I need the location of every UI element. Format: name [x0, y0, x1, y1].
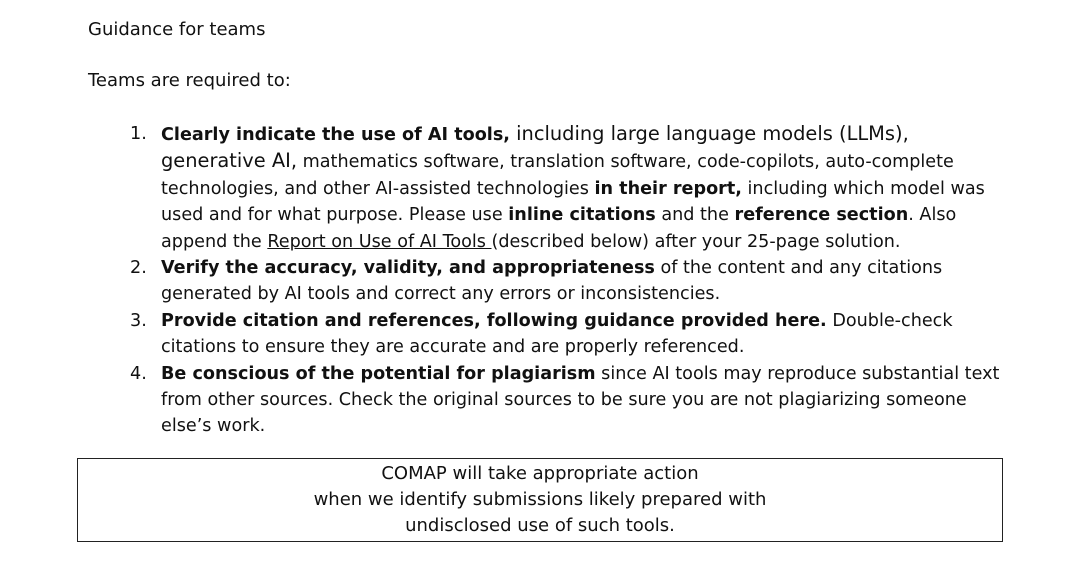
- item-number: 2.: [130, 258, 147, 279]
- item-number: 3.: [130, 310, 147, 331]
- report-link[interactable]: Report on Use of AI Tools: [267, 231, 492, 252]
- item-number: 4.: [130, 363, 147, 384]
- body-text: since AI tools may reproduce substantial text from other sources. Check the original sources to be sure you are not plagiarizing someone else’s work.: [161, 363, 1000, 437]
- body-text: including large language models (LLMs), generative AI,: [161, 122, 909, 173]
- bold-text: Clearly indicate the use of AI tools,: [161, 125, 510, 145]
- bold-text: reference section: [734, 205, 909, 226]
- body-text: mathematics software, translation software, code-copilots, auto-complete technologies, and other AI-assisted technologies: [161, 152, 954, 199]
- intro-text: Teams are required to:: [88, 70, 291, 91]
- notice-line: COMAP will take appropriate action: [381, 463, 699, 484]
- list-item-1: [130, 121, 1010, 255]
- bold-text: Verify the accuracy, validity, and appropriateness: [161, 258, 655, 279]
- item-number: 1.: [130, 124, 147, 144]
- bold-text: Be conscious of the potential for plagiarism: [161, 363, 596, 384]
- list-item-2: [130, 255, 1010, 308]
- body-text: (described below) after your 25-page solution.: [491, 231, 901, 252]
- notice-box: [77, 458, 1003, 542]
- requirements-list: [130, 121, 1010, 440]
- section-heading: Guidance for teams: [88, 19, 266, 40]
- list-item-4: [130, 361, 1010, 440]
- list-item-3: [130, 308, 1010, 361]
- body-text: including which model was used and for what purpose. Please use: [161, 178, 985, 226]
- notice-line: when we identify submissions likely prepared with: [313, 489, 767, 510]
- bold-text: in their report,: [594, 178, 742, 199]
- body-text: of the content and any citations generated by AI tools and correct any errors or inconsistencies.: [161, 258, 943, 305]
- notice-line: undisclosed use of such tools.: [405, 515, 675, 536]
- body-text: Double-check citations to ensure they are accurate and are properly referenced.: [161, 310, 953, 358]
- bold-text: inline citations: [508, 205, 656, 226]
- body-text: and the: [655, 205, 735, 226]
- bold-text: Provide citation and references, following guidance provided here.: [161, 310, 827, 331]
- body-text: . Also append the: [161, 205, 957, 252]
